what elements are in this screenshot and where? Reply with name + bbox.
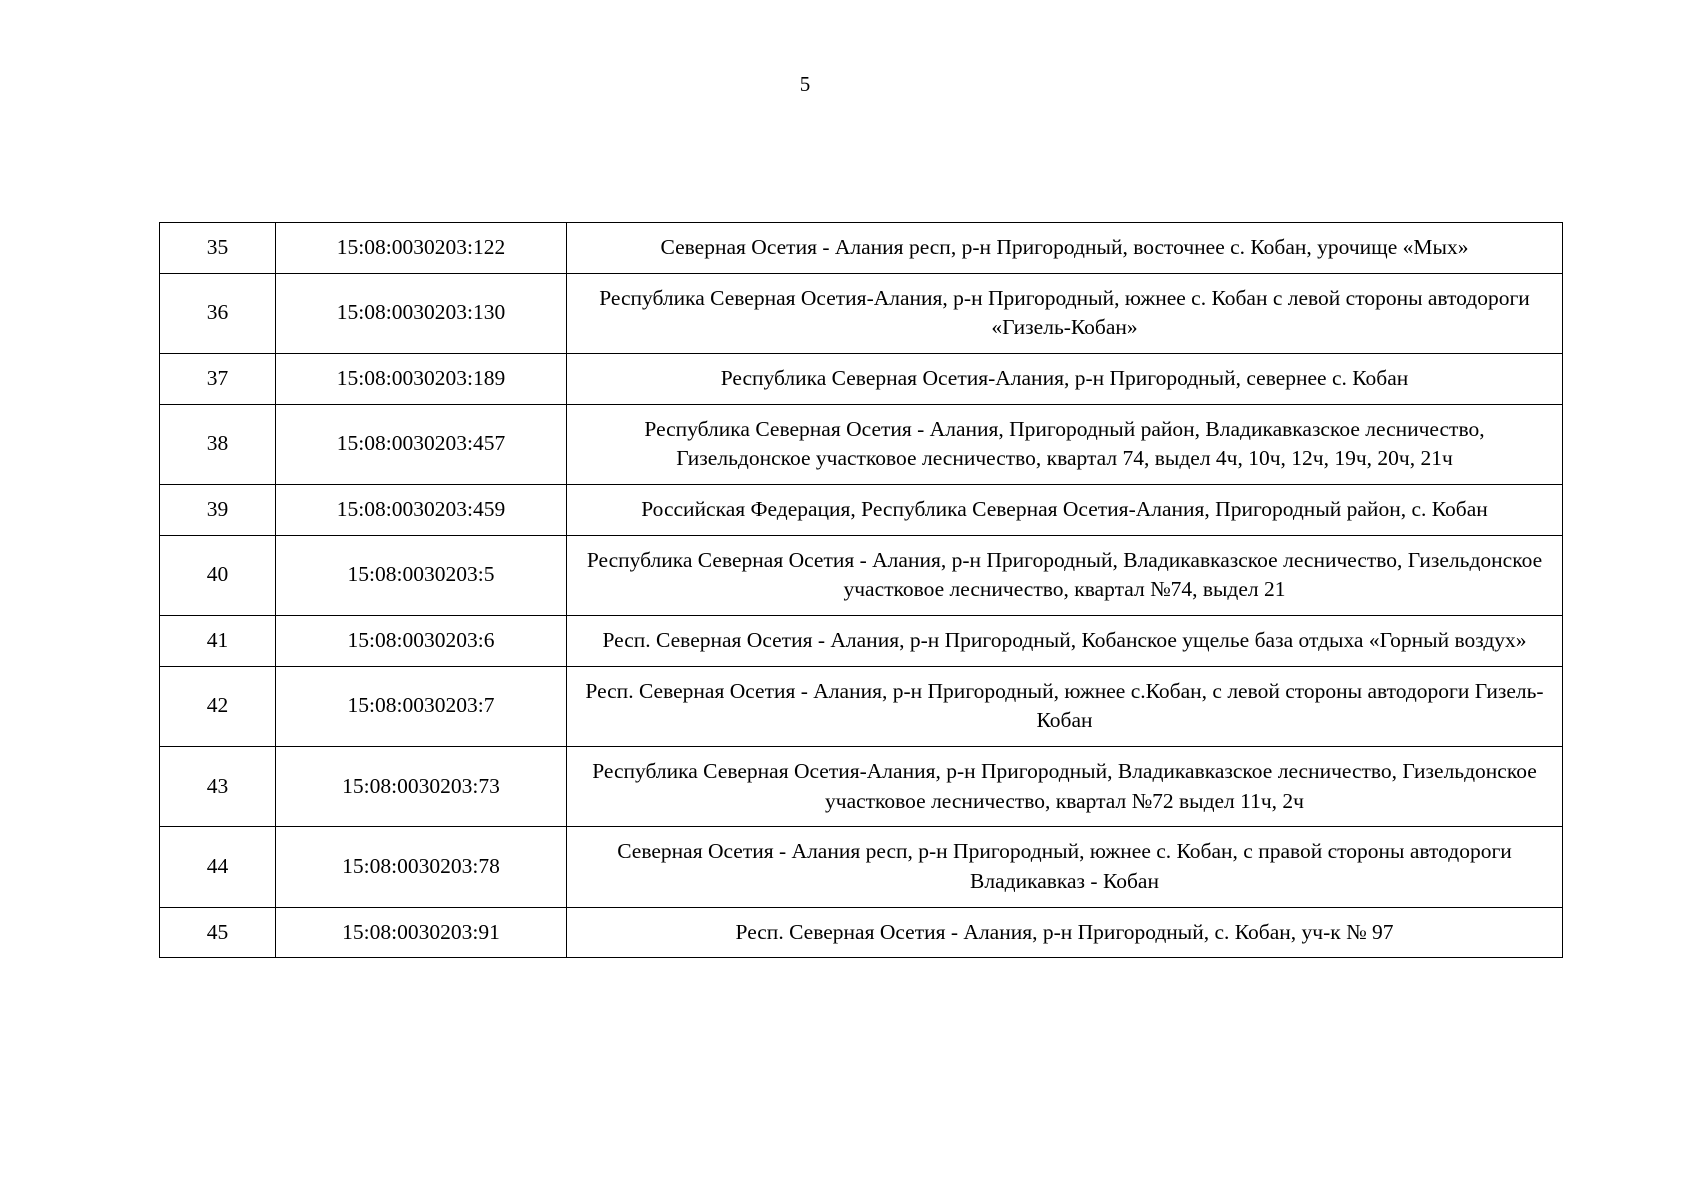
address-cell: Российская Федерация, Республика Северная Осетия-Алания, Пригородный район, с. Кобан [567,484,1563,535]
row-number-cell: 44 [160,827,276,907]
table-row [160,484,1563,535]
address-cell: Республика Северная Осетия-Алания, р-н Пригородный, севернее с. Кобан [567,353,1563,404]
address-cell: Северная Осетия - Алания респ, р-н Пригородный, южнее с. Кобан, с правой стороны автодороги Владикавказ - Кобан [567,827,1563,907]
row-number-cell: 37 [160,353,276,404]
cadastral-number-cell: 15:08:0030203:7 [276,666,567,746]
row-number-cell: 39 [160,484,276,535]
table-row [160,353,1563,404]
address-cell: Республика Северная Осетия-Алания, р-н Пригородный, южнее с. Кобан с левой стороны автодороги «Гизель-Кобан» [567,273,1563,353]
table-row [160,223,1563,274]
cadastral-number-cell: 15:08:0030203:6 [276,615,567,666]
address-cell: Республика Северная Осетия - Алания, Пригородный район, Владикавказское лесничество, Гизельдонское участковое лесничество, квартал 74, выдел 4ч, 10ч, 12ч, 19ч, 20ч, 21ч [567,404,1563,484]
address-cell: Респ. Северная Осетия - Алания, р-н Пригородный, Кобанское ущелье база отдыха «Горный воздух» [567,615,1563,666]
table-row [160,273,1563,353]
cadastral-number-cell: 15:08:0030203:73 [276,746,567,826]
table-row [160,615,1563,666]
cadastral-number-cell: 15:08:0030203:130 [276,273,567,353]
table-row [160,404,1563,484]
cadastral-number-cell: 15:08:0030203:189 [276,353,567,404]
row-number-cell: 43 [160,746,276,826]
row-number-cell: 42 [160,666,276,746]
table-row [160,746,1563,826]
row-number-cell: 40 [160,535,276,615]
parcel-table [159,222,1563,958]
cadastral-number-cell: 15:08:0030203:459 [276,484,567,535]
cadastral-number-cell: 15:08:0030203:457 [276,404,567,484]
address-cell: Северная Осетия - Алания респ, р-н Пригородный, восточнее с. Кобан, урочище «Мых» [567,223,1563,274]
address-cell: Республика Северная Осетия - Алания, р-н Пригородный, Владикавказское лесничество, Гизельдонское участковое лесничество, квартал №74, выдел 21 [567,535,1563,615]
table-row [160,907,1563,958]
parcel-table-body [160,223,1563,958]
table-row [160,535,1563,615]
address-cell: Респ. Северная Осетия - Алания, р-н Пригородный, с. Кобан, уч-к № 97 [567,907,1563,958]
cadastral-number-cell: 15:08:0030203:122 [276,223,567,274]
table-row [160,827,1563,907]
row-number-cell: 35 [160,223,276,274]
cadastral-number-cell: 15:08:0030203:5 [276,535,567,615]
cadastral-number-cell: 15:08:0030203:78 [276,827,567,907]
row-number-cell: 41 [160,615,276,666]
row-number-cell: 36 [160,273,276,353]
row-number-cell: 38 [160,404,276,484]
address-cell: Республика Северная Осетия-Алания, р-н Пригородный, Владикавказское лесничество, Гизельдонское участковое лесничество, квартал №72 выдел 11ч, 2ч [567,746,1563,826]
row-number-cell: 45 [160,907,276,958]
address-cell: Респ. Северная Осетия - Алания, р-н Пригородный, южнее с.Кобан, с левой стороны автодороги Гизель-Кобан [567,666,1563,746]
table-row [160,666,1563,746]
cadastral-number-cell: 15:08:0030203:91 [276,907,567,958]
page-number: 5 [799,72,811,96]
